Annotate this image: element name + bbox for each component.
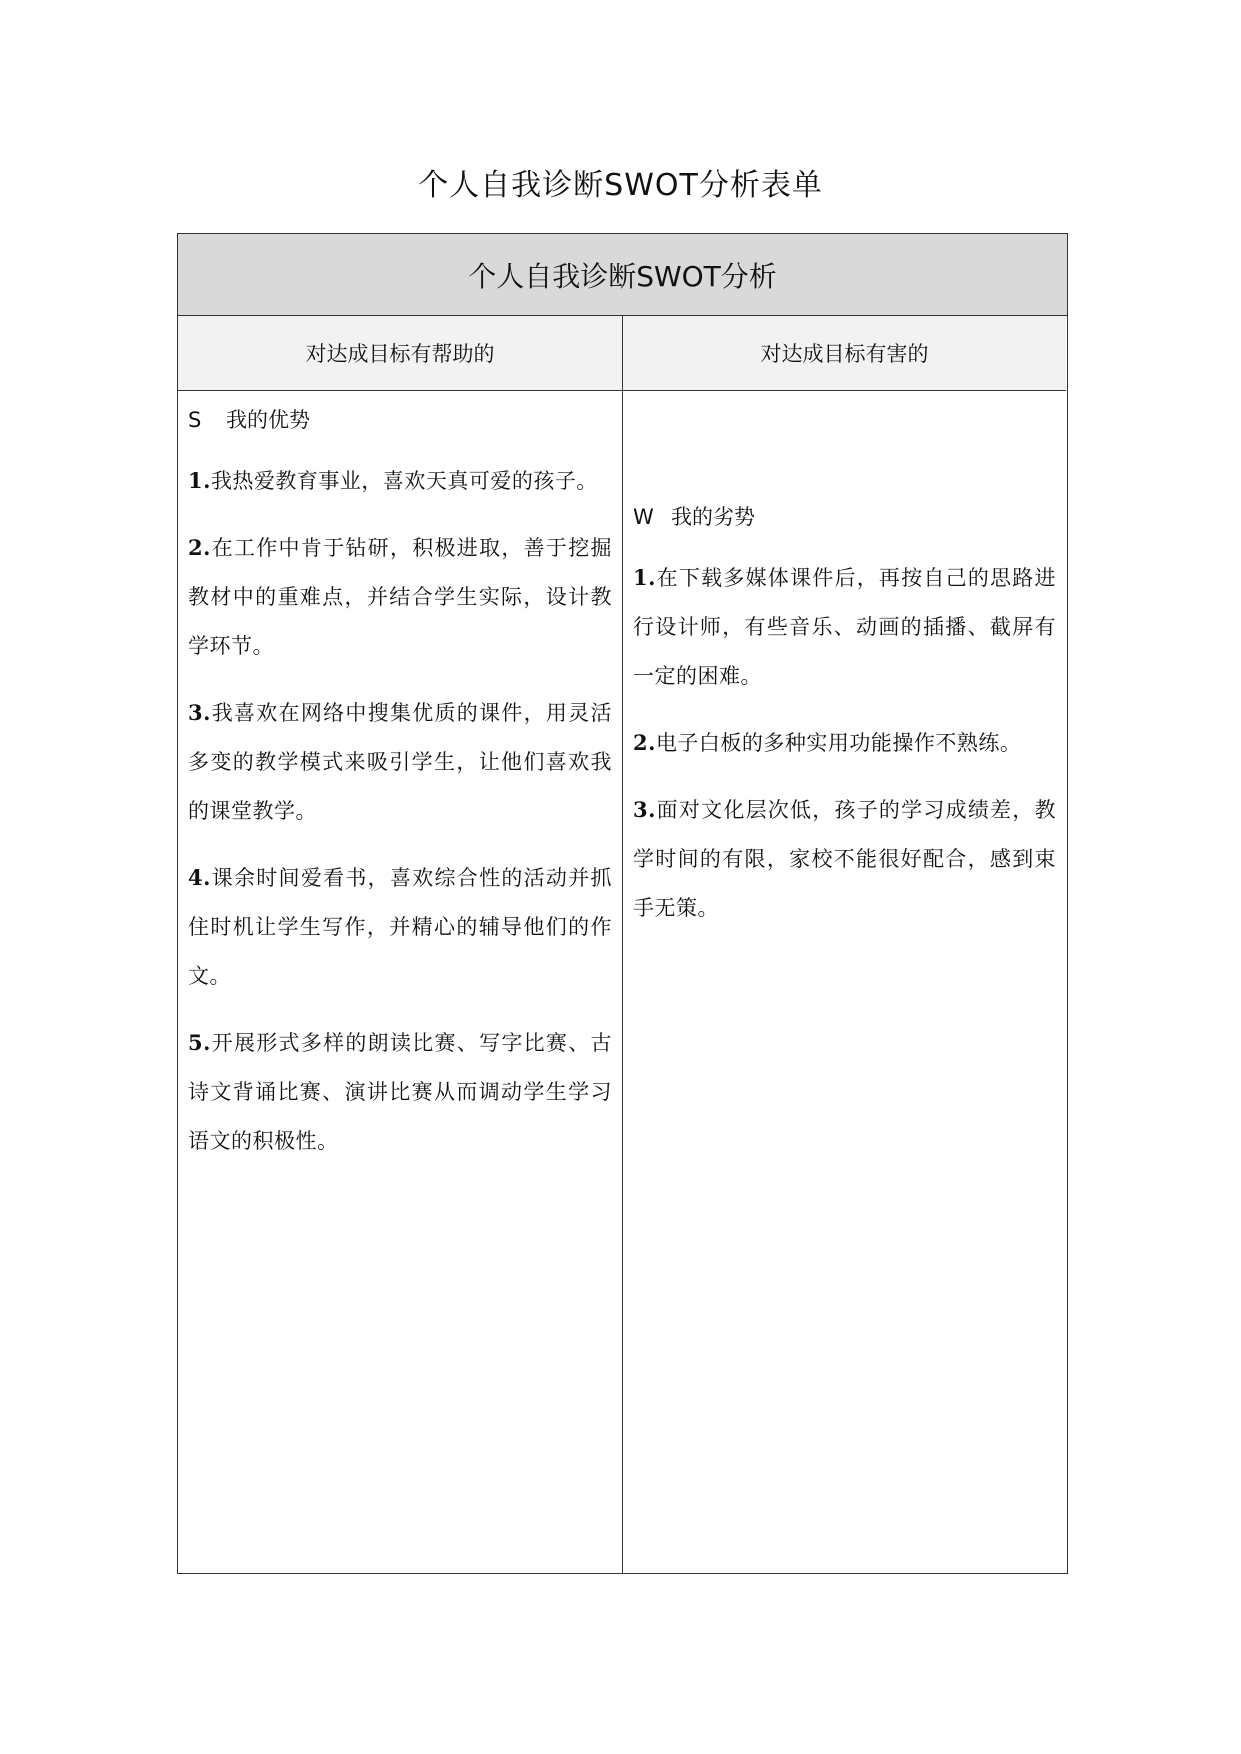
item-number: 1.	[633, 565, 656, 590]
item-text: 课余时间爱看书，喜欢综合性的活动并抓住时机让学生写作，并精心的辅导他们的作文。	[188, 866, 612, 988]
weaknesses-label	[633, 501, 1056, 533]
column-header-helpful: 对达成目标有帮助的	[178, 316, 623, 391]
item-text: 开展形式多样的朗读比赛、写字比赛、古诗文背诵比赛、演讲比赛从而调动学生学习语文的积极性。	[188, 1031, 612, 1153]
item-text: 面对文化层次低，孩子的学习成绩差，教学时间的有限，家校不能很好配合，感到束手无策。	[633, 798, 1056, 920]
weaknesses-cell	[623, 391, 1066, 1573]
weakness-item	[633, 785, 1056, 933]
column-header-harmful: 对达成目标有害的	[623, 316, 1066, 391]
weakness-item	[633, 718, 1056, 768]
strengths-title: 我的优势	[226, 408, 310, 432]
strength-item	[188, 456, 612, 506]
strength-item	[188, 853, 612, 1001]
item-number: 4.	[188, 865, 211, 890]
strengths-cell	[178, 391, 623, 1573]
table-header: 个人自我诊断SWOT分析	[178, 234, 1067, 316]
strength-item	[188, 1018, 612, 1166]
weaknesses-list	[633, 553, 1056, 933]
strengths-list	[188, 456, 612, 1166]
item-number: 3.	[633, 797, 656, 822]
item-text: 在工作中肯于钻研，积极进取，善于挖掘教材中的重难点，并结合学生实际，设计教学环节。	[188, 536, 612, 658]
document-title: 个人自我诊断SWOT分析表单	[418, 168, 823, 203]
weakness-item	[633, 553, 1056, 701]
weaknesses-title: 我的劣势	[671, 505, 755, 529]
weaknesses-letter: W	[633, 505, 654, 529]
item-text: 我喜欢在网络中搜集优质的课件，用灵活多变的教学模式来吸引学生，让他们喜欢我的课堂教学。	[188, 701, 612, 823]
item-number: 2.	[633, 730, 656, 755]
item-text: 电子白板的多种实用功能操作不熟练。	[655, 731, 1022, 755]
swot-table	[177, 233, 1068, 1574]
item-number: 3.	[188, 700, 211, 725]
item-number: 1.	[188, 468, 211, 493]
item-text: 在下载多媒体课件后，再按自己的思路进行设计师，有些音乐、动画的插播、截屏有一定的困难。	[633, 566, 1056, 688]
strength-item	[188, 688, 612, 836]
strength-item	[188, 523, 612, 671]
item-text: 我热爱教育事业，喜欢天真可爱的孩子。	[210, 469, 598, 493]
item-number: 2.	[188, 535, 211, 560]
strengths-label	[188, 404, 612, 436]
item-number: 5.	[188, 1030, 211, 1055]
strengths-letter: S	[188, 408, 202, 432]
